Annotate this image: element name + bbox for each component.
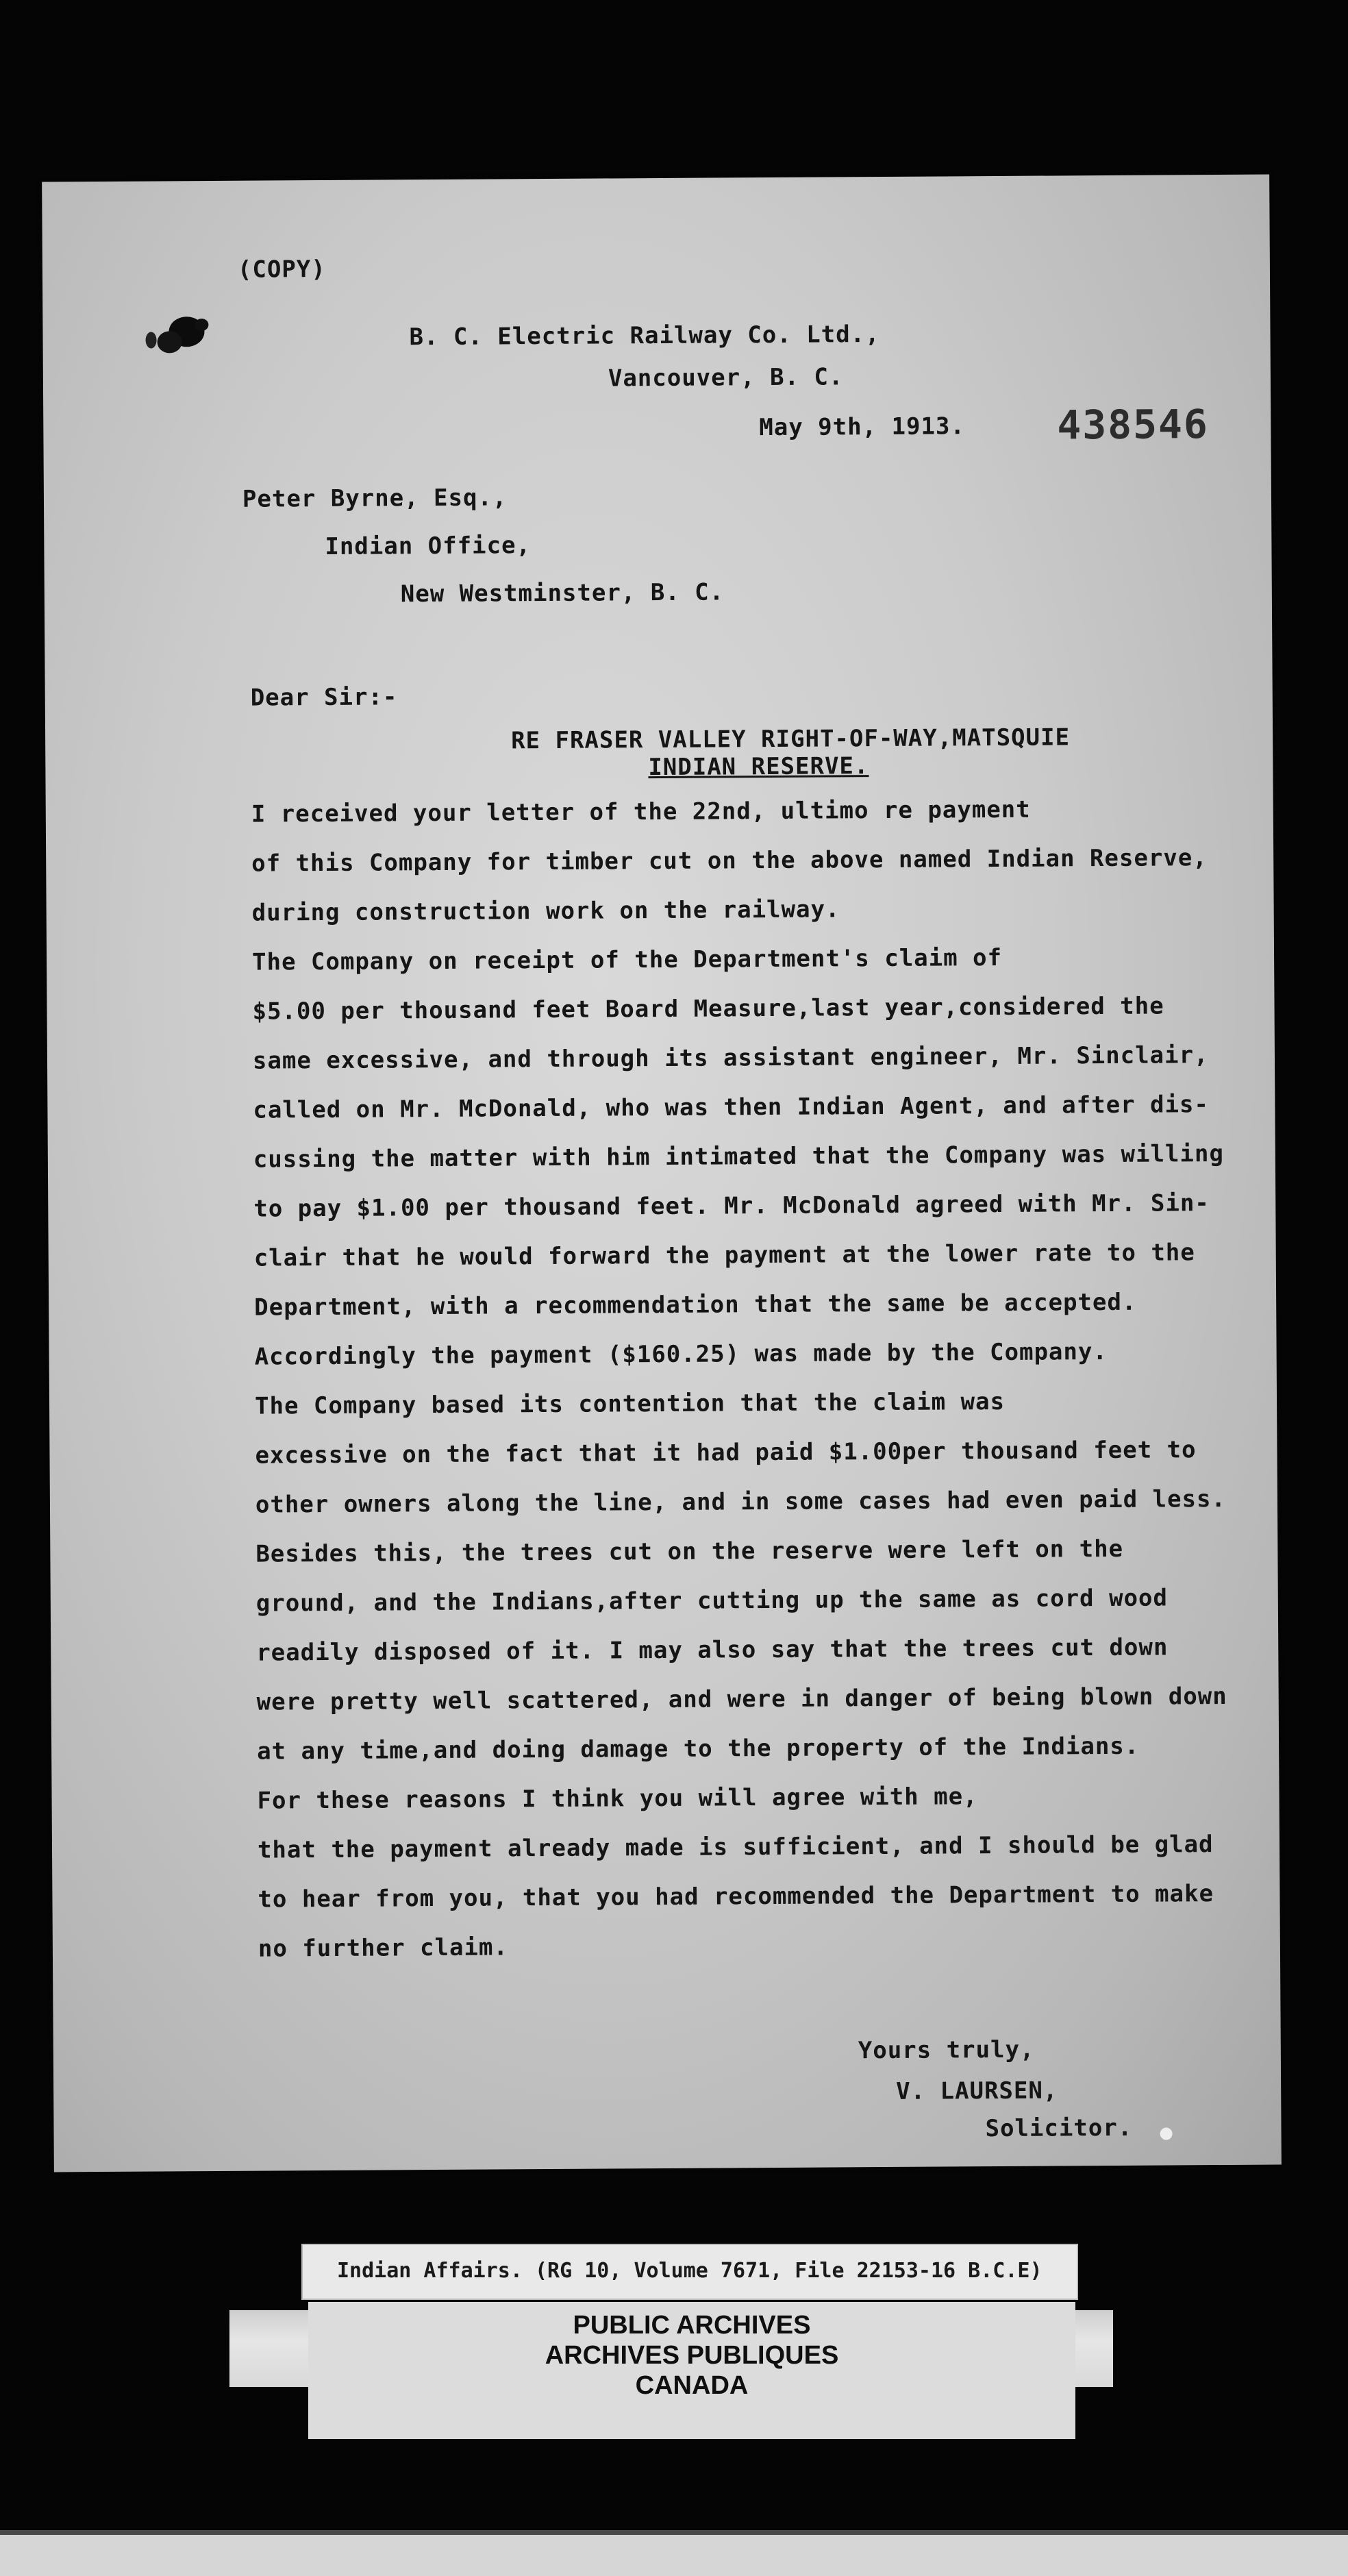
subject-line: RE FRASER VALLEY RIGHT-OF-WAY,MATSQUIE: [511, 723, 1071, 755]
ink-blot-mark: [138, 311, 214, 367]
body-line: called on Mr. McDonald, who was then Indian Agent, and after dis-: [253, 1091, 1210, 1124]
body-line: $5.00 per thousand feet Board Measure,last year,considered the: [252, 992, 1164, 1026]
subject-line-continued: INDIAN RESERVE.: [648, 752, 869, 782]
body-line: to hear from you, that you had recommended the Department to make: [258, 1880, 1214, 1914]
closing: Yours truly,: [858, 2035, 1035, 2065]
body-line: For these reasons I think you will agree with me,: [257, 1783, 978, 1815]
body-line: Besides this, the trees cut on the reserve were left on the: [255, 1535, 1124, 1568]
recipient-office: Indian Office,: [325, 532, 532, 560]
stamp-line: CANADA: [635, 2371, 749, 2400]
signer-title: Solicitor.: [985, 2114, 1133, 2143]
film-margin: [0, 2535, 1348, 2576]
body-line: of this Company for timber cut on the above named Indian Reserve,: [251, 844, 1208, 878]
recipient-name: Peter Byrne, Esq.,: [242, 484, 508, 513]
letter-date: May 9th, 1913.: [759, 412, 966, 442]
file-number-stamp: 438546: [1057, 401, 1210, 449]
stamp-line: ARCHIVES PUBLIQUES: [545, 2341, 839, 2370]
body-line: Accordingly the payment ($160.25) was made by the Company.: [254, 1338, 1108, 1371]
sender-company: B. C. Electric Railway Co. Ltd.,: [409, 321, 880, 351]
signer-name: V. LAURSEN,: [896, 2077, 1058, 2105]
archive-reference-label: [301, 2244, 1078, 2300]
stamp-line: PUBLIC ARCHIVES: [573, 2311, 811, 2340]
sender-city: Vancouver, B. C.: [608, 363, 844, 393]
body-line: ground, and the Indians,after cutting up the same as cord wood: [255, 1584, 1169, 1618]
body-line: no further claim.: [258, 1933, 509, 1963]
paper-hole-mark: [1160, 2127, 1173, 2140]
body-line: I received your letter of the 22nd, ultimo re payment: [251, 795, 1031, 828]
body-line: cussing the matter with him intimated that the Company was willing: [253, 1139, 1224, 1174]
body-line: excessive on the fact that it had paid $1.00per thousand feet to: [255, 1436, 1197, 1470]
body-line: were pretty well scattered, and were in danger of being blown down: [256, 1682, 1227, 1716]
body-line: readily disposed of it. I may also say that the trees cut down: [256, 1633, 1169, 1667]
body-line: during construction work on the railway.: [251, 895, 840, 927]
body-line: same excessive, and through its assistant engineer, Mr. Sinclair,: [252, 1041, 1209, 1075]
body-line: to pay $1.00 per thousand feet. Mr. McDonald agreed with Mr. Sin-: [253, 1189, 1210, 1223]
salutation: Dear Sir:-: [250, 683, 398, 712]
recipient-city: New Westminster, B. C.: [400, 578, 725, 608]
archive-reference-text: Indian Affairs. (RG 10, Volume 7671, File 22153-16 B.C.E): [337, 2259, 1043, 2283]
copy-mark: (COPY): [237, 255, 326, 284]
body-line: clair that he would forward the payment at the lower rate to the: [253, 1239, 1195, 1272]
archive-stamp: [308, 2302, 1075, 2439]
body-line: The Company on receipt of the Department's claim of: [251, 943, 1003, 976]
body-line: The Company based its contention that the claim was: [254, 1387, 1006, 1420]
body-line: at any time,and doing damage to the property of the Indians.: [257, 1732, 1140, 1766]
body-line: that the payment already made is sufficient, and I should be glad: [257, 1831, 1214, 1864]
letter-page: [42, 175, 1282, 2172]
body-line: Department, with a recommendation that the same be accepted.: [254, 1288, 1137, 1322]
body-line: other owners along the line, and in some cases had even paid less.: [255, 1485, 1227, 1519]
